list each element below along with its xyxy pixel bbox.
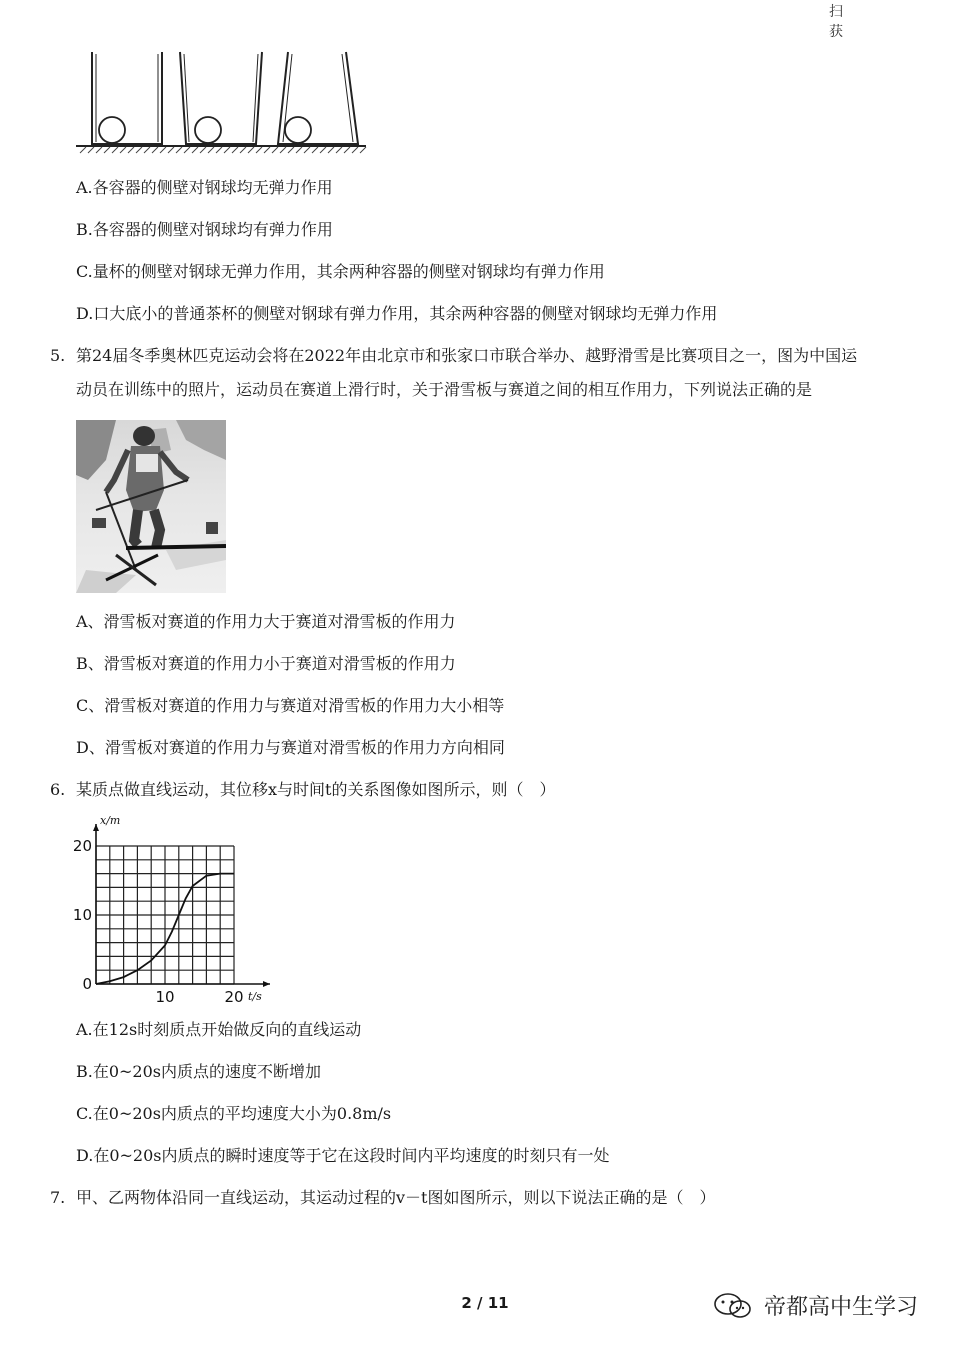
q5-option-b: B、滑雪板对赛道的作用力小于赛道对滑雪板的作用力	[76, 654, 456, 673]
wechat-icon	[712, 1290, 756, 1320]
steel-ball-3	[285, 117, 311, 143]
q6-option-a: A.在12s时刻质点开始做反向的直线运动	[76, 1020, 362, 1039]
q4-option-b: B.各容器的侧壁对钢球均有弹力作用	[76, 220, 333, 239]
chart-axes	[93, 824, 270, 987]
q6-number: 6.	[50, 780, 66, 799]
q7-number: 7.	[50, 1188, 66, 1207]
watermark-account: 帝都高中生学习	[764, 1295, 919, 1320]
y-tick-label: 10	[72, 906, 92, 924]
q6-option-c: C.在0~20s内质点的平均速度大小为0.8m/s	[76, 1104, 392, 1123]
q6-option-d: D.在0~20s内质点的瞬时速度等于它在这段时间内平均速度的时刻只有一处	[76, 1146, 610, 1165]
q4-option-a: A.各容器的侧壁对钢球均无弹力作用	[76, 178, 333, 197]
containers-figure	[74, 48, 370, 158]
steel-ball-1	[99, 117, 125, 143]
q6-option-b: B.在0~20s内质点的速度不断增加	[76, 1062, 322, 1081]
x-tick-label: 20	[224, 988, 244, 1006]
q4-option-c: C.量杯的侧壁对钢球无弹力作用，其余两种容器的侧壁对钢球均有弹力作用	[76, 262, 605, 281]
y-axis-label: x/m	[100, 814, 121, 827]
displacement-time-chart	[70, 812, 290, 1008]
y-tick-label: 0	[82, 975, 92, 993]
q4-option-d: D.口大底小的普通茶杯的侧壁对钢球有弹力作用，其余两种容器的侧壁对钢球均无弹力作用	[76, 304, 718, 323]
q5-number: 5.	[50, 346, 66, 365]
q5-stem-line1: 第24届冬季奥林匹克运动会将在2022年由北京市和张家口市联合举办、越野滑雪是比赛项目之一，图为中国运	[76, 346, 858, 365]
q6-stem: 某质点做直线运动，其位移x与时间t的关系图像如图所示，则（ ）	[76, 780, 556, 799]
x-axis-arrow	[263, 981, 270, 987]
x-tick-label: 10	[155, 988, 175, 1006]
q5-option-a: A、滑雪板对赛道的作用力大于赛道对滑雪板的作用力	[76, 612, 456, 631]
q5-option-c: C、滑雪板对赛道的作用力与赛道对滑雪板的作用力大小相等	[76, 696, 505, 715]
steel-ball-2	[195, 117, 221, 143]
page-number: 2 / 11	[461, 1294, 509, 1312]
corner-mark-bottom: 获	[829, 24, 843, 40]
q5-stem-line2: 动员在训练中的照片，运动员在赛道上滑行时，关于滑雪板与赛道之间的相互作用力，下列说法正确的是	[76, 380, 813, 399]
chart-grid	[96, 846, 234, 984]
y-axis-arrow	[93, 824, 99, 831]
q7-stem: 甲、乙两物体沿同一直线运动，其运动过程的v－t图如图所示，则以下说法正确的是（ ）	[76, 1188, 716, 1207]
y-tick-label: 20	[72, 837, 92, 855]
x-axis-label: t/s	[248, 990, 262, 1003]
corner-mark-top: 扫	[829, 4, 843, 20]
skier-photo	[76, 420, 226, 593]
q5-option-d: D、滑雪板对赛道的作用力与赛道对滑雪板的作用力方向相同	[76, 738, 505, 757]
